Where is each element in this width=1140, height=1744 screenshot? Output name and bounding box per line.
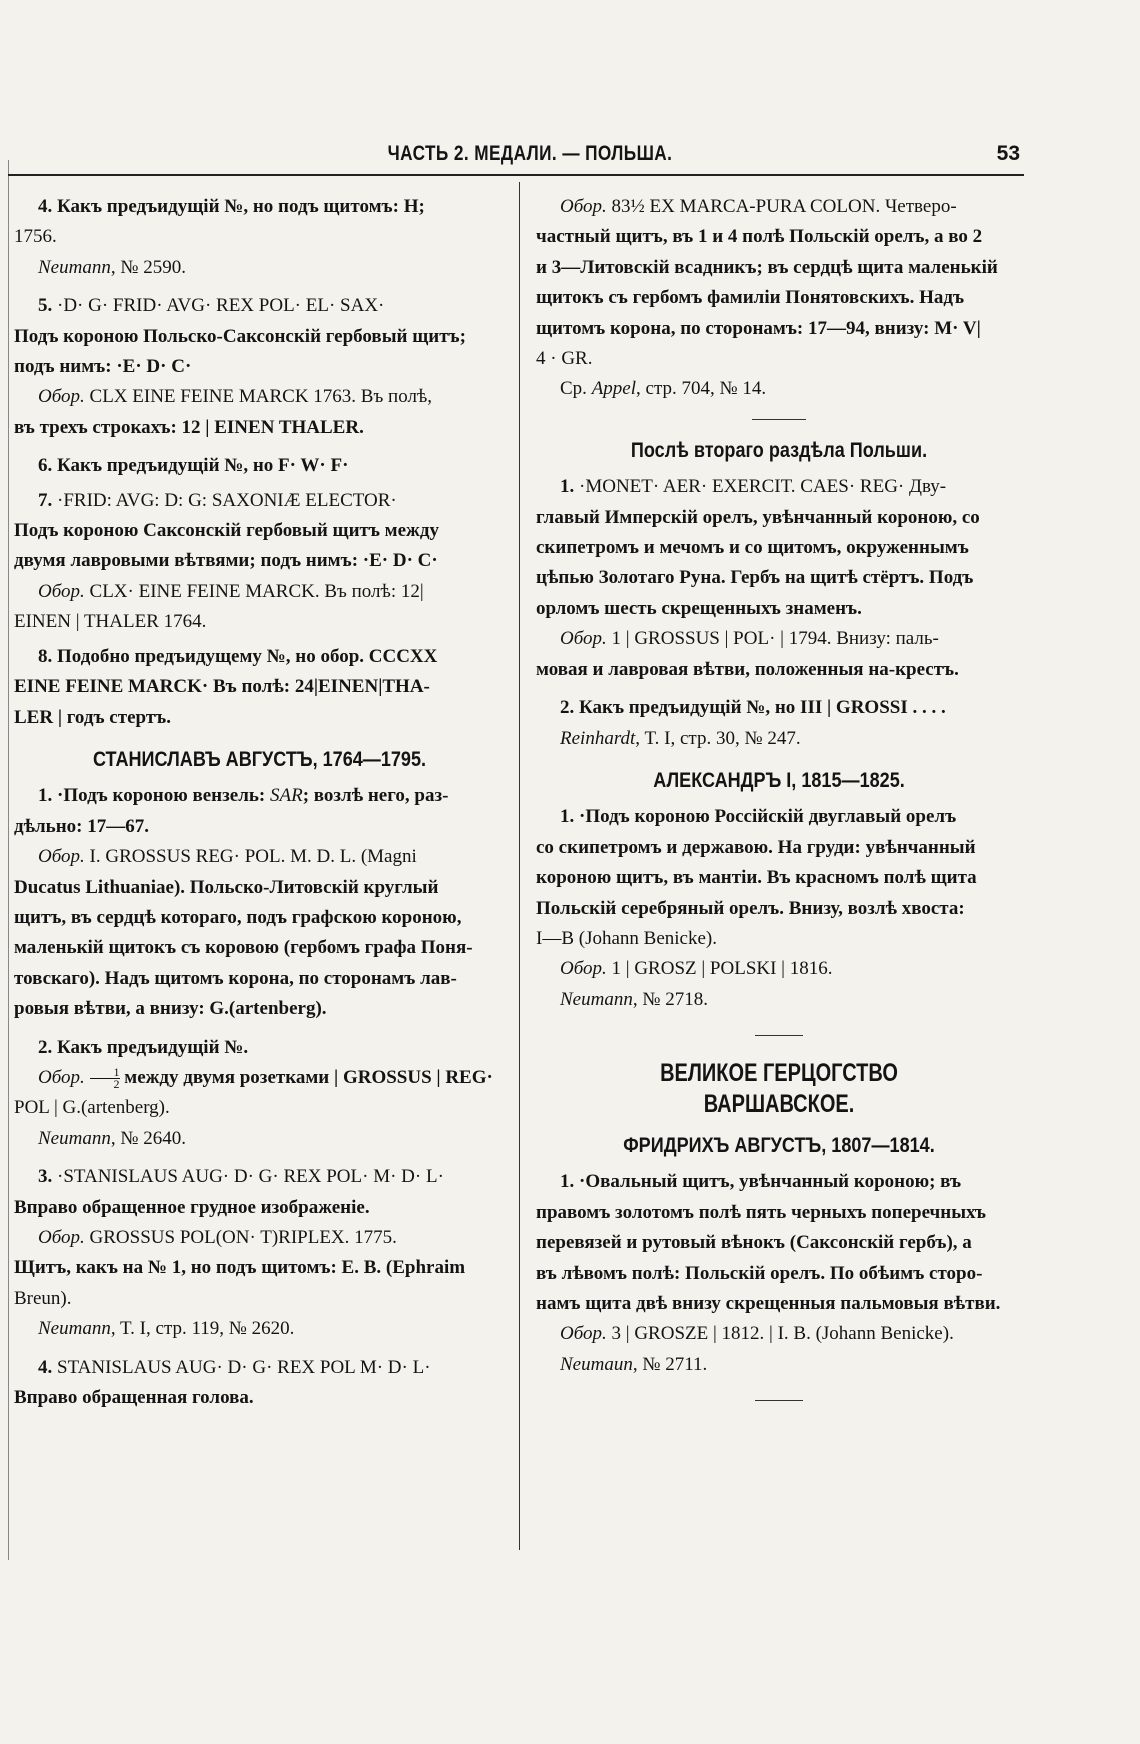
reference-author: Neumaun — [560, 1353, 633, 1375]
entry-text: щитъ, въ сердцѣ котораго, подъ графскою короною, — [14, 906, 462, 928]
section-divider — [755, 1035, 803, 1036]
section-heading-second-partition: Послѣ втораго раздѣла Польши. — [630, 438, 928, 462]
entry-text: Щитъ, какъ на № 1, но подъ щитомъ: E. B. (Ephraim — [14, 1257, 466, 1279]
section-heading-duchy: ВЕЛИКОЕ ГЕРЦОГСТВО ВАРШАВСКОЕ. — [660, 1059, 898, 1118]
page-number: 53 — [996, 142, 1020, 165]
entry-8 — [14, 642, 505, 733]
stanislav-entry-4 — [14, 1353, 505, 1414]
stanislav-entry-3 — [14, 1162, 505, 1344]
entry-5 — [14, 291, 505, 443]
entry-text: Breun). — [14, 1287, 72, 1309]
entry-text: I—B (Johann Benicke). — [536, 927, 717, 949]
entry-text: Вправо обращенная голова. — [14, 1387, 254, 1409]
entry-text: въ трехъ строкахъ: 12 | EINEN THALER. — [14, 416, 364, 438]
reference-text: , № 2711. — [632, 1353, 708, 1375]
running-head-title: ЧАСТЬ 2. МЕДАЛИ. — ПОЛЬША. — [387, 142, 673, 165]
entry-text: 1756. — [14, 226, 57, 248]
entry-text: ·Подъ короною вензель: — [52, 785, 270, 807]
entry-text: Подъ короною Саксонскій гербовый щитъ между — [14, 520, 439, 542]
entry-text: CLX EINE FEINE MARCK 1763. Въ полѣ, — [84, 386, 433, 408]
entry-text: правомъ золотомъ полѣ пять черныхъ поперечныхъ — [536, 1201, 986, 1223]
entry-number: 2. — [560, 697, 575, 719]
obverse-label: Обор. — [38, 386, 85, 408]
monogram: SAR — [269, 785, 303, 807]
entry-text: двумя лавровыми вѣтвями; подъ нимъ: ·E· D· C· — [14, 550, 438, 572]
entry-number: 1. — [560, 806, 575, 828]
fraction-denominator: 2 — [113, 1077, 120, 1092]
entry-text: ; возлѣ него, раз- — [302, 785, 449, 807]
entry-text: LER | годъ стертъ. — [14, 706, 171, 728]
reference-text: , T. I, стр. 119, № 2620. — [110, 1318, 295, 1340]
entry-text: и 3—Литовскій всадникъ; въ сердцѣ щита маленькій — [536, 256, 998, 278]
reference-text: , T. I, стр. 30, № 247. — [635, 727, 801, 749]
entry-number: 5. — [38, 295, 53, 317]
entry-text: ·D· G· FRID· AVG· REX POL· EL· SAX· — [52, 295, 385, 317]
entry-text: 3 | GROSZE | 1812. | I. B. (Johann Benicke). — [606, 1323, 954, 1345]
reference-prefix: Ср. — [560, 378, 592, 400]
entry-text: между двумя розетками | GROSSUS | REG· — [119, 1066, 493, 1088]
entry-text: орломъ шесть скрещенныхъ знаменъ. — [536, 597, 862, 619]
entry-6 — [14, 451, 505, 481]
entry-text: CLX· EINE FEINE MARCK. Въ полѣ: 12| — [84, 580, 424, 602]
entry-number: 1. — [560, 1171, 575, 1193]
fraction — [90, 1067, 120, 1090]
entry-number: 1. — [38, 785, 53, 807]
stanislav-entry-1 — [14, 781, 505, 1024]
entry-text: Подобно предъидущему №, но обор. CCCXX — [52, 645, 438, 667]
entry-text: EINEN | THALER 1764. — [14, 611, 207, 633]
obverse-label: Обор. — [38, 580, 85, 602]
entry-text: частный щитъ, въ 1 и 4 полѣ Польскій орелъ, а во 2 — [536, 226, 983, 248]
section-divider — [755, 1400, 803, 1401]
obverse-label: Обор. — [38, 1066, 85, 1088]
entry-text: Ducatus Lithuaniae). Польско-Литовскій круглый — [14, 876, 439, 898]
entry-text: 1 | GROSSUS | POL· | 1794. Внизу: паль- — [606, 628, 939, 650]
entry-number: 4. — [38, 1356, 53, 1378]
obverse-label: Обор. — [560, 628, 607, 650]
entry-text: I. GROSSUS REG· POL. M. D. L. (Magni — [84, 846, 417, 868]
page-edge-line — [8, 160, 9, 1560]
entry-number: 4. — [38, 196, 53, 217]
entry-text: Какъ предъидущій №. — [52, 1036, 249, 1058]
entry-text: товскаго). Надъ щитомъ корона, по сторонамъ лав- — [14, 967, 457, 989]
entry-text: ·MONET· AER· EXERCIT. CAES· REG· Дву- — [574, 476, 947, 498]
reference-author: Neumann — [38, 1318, 111, 1340]
entry-4 — [14, 192, 505, 283]
obverse-label: Обор. — [560, 196, 607, 217]
entry-text: ·FRID: AVG: D: G: SAXONIÆ ELECTOR· — [52, 489, 397, 511]
left-column — [14, 192, 505, 1413]
entry-text: щитомъ корона, по сторонамъ: 17—94, внизу: M· V| — [536, 317, 981, 339]
entry-text: ·STANISLAUS AUG· D· G· REX POL· M· D· L· — [52, 1166, 444, 1188]
continued-entry — [536, 192, 1022, 405]
entry-text: въ лѣвомъ полѣ: Польскій орелъ. По обѣимъ сторо- — [536, 1262, 983, 1284]
entry-text: скипетромъ и мечомъ и со щитомъ, окруженнымъ — [536, 537, 969, 559]
entry-text: дѣльно: 17—67. — [14, 815, 149, 837]
obverse-label: Обор. — [560, 958, 607, 980]
entry-7 — [14, 486, 505, 638]
stanislav-entry-2 — [14, 1033, 505, 1155]
entry-number: 3. — [38, 1166, 53, 1188]
entry-text: ровыя вѣтви, а внизу: G.(artenberg). — [14, 998, 327, 1020]
entry-number: 1. — [560, 476, 575, 498]
entry-text: ·Подъ короною Россійскій двуглавый орелъ — [574, 806, 957, 828]
entry-text: мовая и лавровая вѣтви, положенныя на-крестъ. — [536, 658, 959, 680]
entry-text: Какъ предъидущій №, но III | GROSSI . . . . — [574, 697, 946, 719]
entry-text: цѣпью Золотаго Руна. Гербъ на щитѣ стёртъ. Подъ — [536, 567, 974, 589]
reference-text: , № 2718. — [632, 988, 708, 1010]
entry-text: Какъ предъидущій №, но подъ щитомъ: Н; — [52, 196, 425, 217]
entry-text: главый Имперскій орелъ, увѣнчанный короною, со — [536, 506, 980, 528]
entry-text: STANISLAUS AUG· D· G· REX POL M· D· L· — [52, 1356, 431, 1378]
entry-number: 7. — [38, 489, 53, 511]
column-divider — [519, 182, 520, 1550]
reference-author: Neumann — [38, 256, 111, 278]
entry-text: короною щитъ, въ мантіи. Въ красномъ полѣ щита — [536, 867, 977, 889]
obverse-label: Обор. — [560, 1323, 607, 1345]
entry-text: 4 · GR. — [536, 348, 593, 370]
obverse-label: Обор. — [38, 846, 85, 868]
entry-text: 1 | GROSZ | POLSKI | 1816. — [606, 958, 833, 980]
friedrich-entry-1 — [536, 1167, 1022, 1380]
entry-text: Польскій серебряный орелъ. Внизу, возлѣ хвоста: — [536, 897, 965, 919]
entry-text: маленькій щитокъ съ коровою (гербомъ графа Поня- — [14, 937, 473, 959]
entry-text: 83½ EX MARCA-PURA COLON. Четверо- — [606, 196, 957, 217]
entry-number: 6. — [38, 455, 53, 477]
right-column — [536, 192, 1022, 1423]
fraction-numerator: 1 — [90, 1067, 120, 1079]
partition-entry-1 — [536, 472, 1022, 685]
reference-author: Reinhardt — [560, 727, 636, 749]
partition-entry-2 — [536, 693, 1022, 754]
header-rule — [8, 174, 1024, 176]
entry-text: щитокъ съ гербомъ фамиліи Понятовскихъ. Надъ — [536, 287, 965, 309]
entry-number: 8. — [38, 645, 53, 667]
reference-text: , № 2640. — [110, 1127, 186, 1149]
entry-text: Вправо обращенное грудное изображеніе. — [14, 1196, 370, 1218]
entry-text: POL | G.(artenberg). — [14, 1097, 170, 1119]
entry-number: 2. — [38, 1036, 53, 1058]
reference-author: Appel — [591, 378, 637, 400]
section-divider — [752, 419, 806, 420]
section-heading-stanislav: СТАНИСЛАВЪ АВГУСТЪ, 1764—1795. — [92, 747, 427, 771]
entry-text: Подъ короною Польско-Саксонскій гербовый щитъ; — [14, 325, 466, 347]
entry-text: ·Овальный щитъ, увѣнчанный короною; въ — [574, 1171, 962, 1193]
section-heading-alexander: АЛЕКСАНДРЪ I, 1815—1825. — [653, 768, 905, 792]
entry-text: EINE FEINE MARCK· Въ полѣ: 24|EINEN|THA- — [14, 676, 430, 698]
section-heading-friedrich: ФРИДРИХЪ АВГУСТЪ, 1807—1814. — [623, 1133, 935, 1157]
reference-text: , № 2590. — [110, 256, 186, 278]
entry-text: намъ щита двѣ внизу скрещенныя пальмовыя вѣтви. — [536, 1293, 1001, 1314]
alexander-entry-1 — [536, 802, 1022, 1015]
entry-text: перевязей и рутовый вѣнокъ (Саксонскій гербъ), а — [536, 1232, 972, 1254]
entry-text: со скипетромъ и державою. На груди: увѣнчанный — [536, 836, 976, 858]
reference-text: , стр. 704, № 14. — [636, 378, 767, 400]
entry-text: GROSSUS POL(ON· T)RIPLEX. 1775. — [84, 1227, 397, 1248]
entry-text: Какъ предъидущій №, но F· W· F· — [52, 455, 349, 477]
reference-author: Neumann — [560, 988, 633, 1010]
running-head — [0, 142, 1140, 182]
reference-author: Neumann — [38, 1127, 111, 1149]
obverse-label: Обор. — [38, 1227, 85, 1248]
entry-text: подъ нимъ: ·E· D· C· — [14, 356, 192, 378]
